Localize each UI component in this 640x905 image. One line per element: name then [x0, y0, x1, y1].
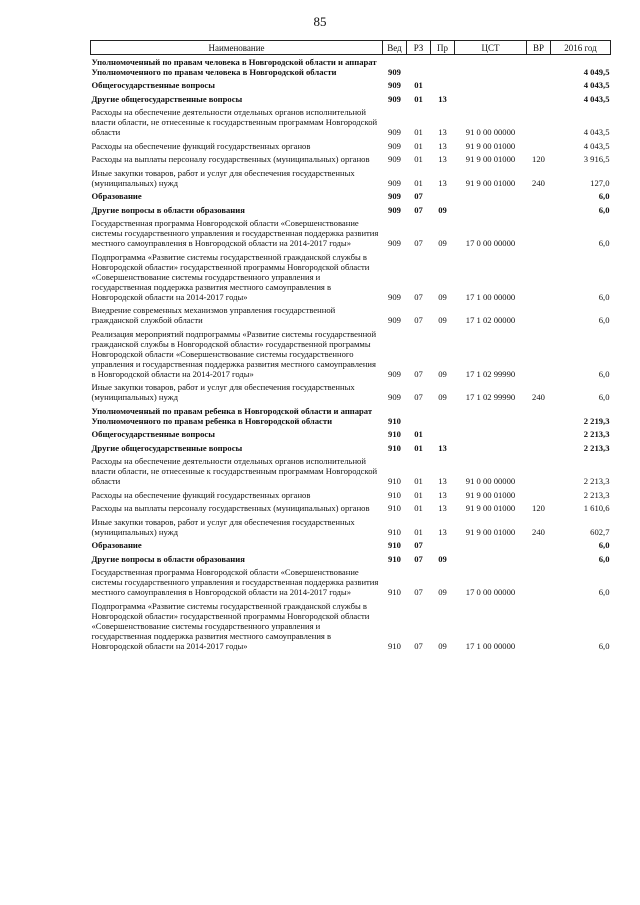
- cell-cst: [455, 428, 527, 442]
- cell-amount: 2 213,3: [583, 442, 610, 453]
- cell-name: Общегосударственные вопросы: [91, 80, 215, 90]
- cell-cst: 91 9 00 01000: [465, 177, 516, 188]
- cell-rz: 01: [414, 140, 423, 151]
- table-row: [91, 428, 611, 442]
- cell-ved: 909: [388, 315, 401, 325]
- cell-cst: 91 9 00 01000: [465, 526, 516, 537]
- table-row: [91, 515, 611, 539]
- cell-name: Государственная программа Новгородской области «Совершенствование системы государственного управления и государственная поддержка развития местного самоуправления в Новгородской области на 2014-2017 годы»: [91, 567, 379, 597]
- cell-name: Уполномоченный по правам человека в Новгородской области и аппарат Уполномоченного по правам человека в Новгородской области: [91, 56, 377, 77]
- cell-rz: 01: [414, 127, 423, 137]
- cell-pr: 13: [438, 442, 447, 453]
- cell-ved: 910: [388, 415, 401, 426]
- cell-cst: [455, 539, 527, 553]
- cell-amount: 2 213,3: [583, 429, 610, 439]
- cell-name: Иные закупки товаров, работ и услуг для обеспечения государственных (муниципальных) нужд: [91, 382, 355, 402]
- table-row: [91, 153, 611, 167]
- cell-ved: 910: [388, 587, 401, 597]
- table-row: [91, 92, 611, 106]
- cell-cst: 17 1 00 00000: [465, 640, 516, 651]
- cell-name: Подпрограмма «Развитие системы государственной гражданской службы в Новгородской области» государственной программы Новгородской области «Совершенствование системы государственного управления и государственная поддержка развития местного самоуправления в Новгородской области на 2014-2017 годы»: [91, 251, 370, 302]
- cell-ved: 910: [388, 476, 401, 486]
- header-rz: РЗ: [407, 41, 431, 55]
- cell-name: Другие общегосударственные вопросы: [91, 442, 243, 453]
- cell-rz: 07: [414, 553, 423, 564]
- cell-amount: 4 043,5: [583, 93, 610, 104]
- cell-name: Внедрение современных механизмов управления государственной гражданской службой области: [91, 305, 336, 325]
- cell-rz: 01: [414, 80, 423, 90]
- cell-pr: 09: [438, 392, 447, 402]
- header-pr: Пр: [431, 41, 455, 55]
- cell-pr: [431, 55, 455, 79]
- cell-vr: [527, 250, 551, 304]
- cell-name: Общегосударственные вопросы: [91, 429, 215, 439]
- cell-pr: 13: [438, 154, 447, 164]
- cell-vr: 120: [532, 154, 545, 164]
- cell-cst: [455, 79, 527, 93]
- cell-vr: [527, 217, 551, 251]
- cell-vr: [527, 428, 551, 442]
- cell-amount: 4 043,5: [583, 140, 610, 151]
- table-row: [91, 381, 611, 405]
- cell-rz: 07: [414, 238, 423, 248]
- cell-cst: 17 0 00 00000: [465, 587, 516, 597]
- cell-amount: 6,0: [598, 368, 610, 379]
- cell-pr: 09: [438, 553, 447, 564]
- cell-ved: 909: [388, 191, 401, 201]
- cell-pr: 13: [438, 526, 447, 537]
- cell-cst: 91 9 00 01000: [465, 489, 516, 500]
- cell-name: Уполномоченный по правам ребенка в Новгородской области и аппарат Уполномоченного по правам ребенка в Новгородской области: [91, 405, 373, 426]
- cell-vr: [527, 79, 551, 93]
- cell-ved: 910: [388, 429, 401, 439]
- cell-vr: [527, 203, 551, 217]
- cell-amount: 4 049,5: [583, 66, 610, 77]
- cell-cst: 17 0 00 00000: [465, 238, 516, 248]
- header-ved: Вед: [383, 41, 407, 55]
- cell-pr: 13: [438, 489, 447, 500]
- cell-rz: 01: [414, 154, 423, 164]
- cell-amount: 6,0: [598, 392, 610, 402]
- table-row: [91, 166, 611, 190]
- cell-pr: 13: [438, 503, 447, 513]
- table-row: [91, 404, 611, 428]
- table-row: [91, 552, 611, 566]
- table-row: [91, 203, 611, 217]
- table-row: [91, 566, 611, 600]
- cell-pr: 09: [438, 368, 447, 379]
- cell-cst: [455, 552, 527, 566]
- cell-name: Расходы на обеспечение функций государственных органов: [91, 140, 311, 151]
- cell-vr: [527, 106, 551, 140]
- cell-name: Образование: [91, 540, 142, 550]
- cell-name: Государственная программа Новгородской области «Совершенствование системы государственного управления и государственная поддержка развития местного самоуправления в Новгородской области на 2014-2017 годы»: [91, 218, 379, 248]
- cell-vr: [527, 566, 551, 600]
- cell-cst: [455, 190, 527, 204]
- header-name: Наименование: [91, 41, 383, 55]
- cell-cst: 17 1 00 00000: [465, 291, 516, 302]
- cell-rz: 01: [414, 476, 423, 486]
- cell-rz: 07: [414, 291, 423, 302]
- cell-vr: 120: [532, 503, 545, 513]
- table-row: [91, 304, 611, 328]
- table-row: [91, 599, 611, 653]
- cell-cst: 91 0 00 00000: [465, 476, 516, 486]
- cell-vr: [527, 404, 551, 428]
- cell-pr: [431, 79, 455, 93]
- cell-rz: 01: [414, 429, 423, 439]
- cell-amount: 2 219,3: [583, 415, 610, 426]
- cell-rz: 07: [414, 191, 423, 201]
- cell-amount: 602,7: [590, 526, 610, 537]
- cell-pr: [431, 404, 455, 428]
- cell-vr: [527, 455, 551, 489]
- cell-amount: 2 213,3: [583, 476, 610, 486]
- cell-cst: 17 1 02 99990: [465, 368, 516, 379]
- cell-ved: 909: [388, 368, 401, 379]
- cell-vr: [527, 55, 551, 79]
- table-row: [91, 106, 611, 140]
- cell-amount: 1 610,6: [583, 503, 610, 513]
- cell-ved: 910: [388, 540, 401, 550]
- table-row: [91, 502, 611, 516]
- cell-ved: 909: [388, 127, 401, 137]
- cell-pr: 09: [438, 315, 447, 325]
- table-row: [91, 55, 611, 79]
- cell-rz: 07: [414, 392, 423, 402]
- cell-ved: 909: [388, 392, 401, 402]
- cell-name: Иные закупки товаров, работ и услуг для обеспечения государственных (муниципальных) нужд: [91, 167, 355, 188]
- table-row: [91, 455, 611, 489]
- cell-rz: 07: [414, 540, 423, 550]
- cell-cst: [455, 203, 527, 217]
- cell-name: Подпрограмма «Развитие системы государственной гражданской службы в Новгородской области» государственной программы Новгородской области «Совершенствование системы государственного управления и государственная поддержка развития местного самоуправления в Новгородской области на 2014-2017 годы»: [91, 600, 370, 651]
- cell-ved: 909: [388, 177, 401, 188]
- header-vr: ВР: [527, 41, 551, 55]
- cell-cst: 91 9 00 01000: [465, 140, 516, 151]
- cell-amount: 6,0: [598, 204, 610, 215]
- cell-ved: 910: [388, 640, 401, 651]
- cell-pr: [431, 539, 455, 553]
- cell-cst: [455, 441, 527, 455]
- cell-amount: 6,0: [598, 553, 610, 564]
- cell-rz: 01: [414, 442, 423, 453]
- cell-pr: 13: [438, 177, 447, 188]
- cell-ved: 909: [388, 80, 401, 90]
- cell-ved: 909: [388, 291, 401, 302]
- cell-pr: 09: [438, 204, 447, 215]
- cell-name: Расходы на обеспечение деятельности отдельных органов исполнительной власти области, не отнесенные к государственным программам Новгородской области: [91, 456, 378, 486]
- cell-ved: 909: [388, 204, 401, 215]
- cell-name: Образование: [91, 191, 142, 201]
- cell-pr: 13: [438, 93, 447, 104]
- cell-amount: 6,0: [598, 315, 610, 325]
- cell-ved: 909: [388, 93, 401, 104]
- cell-rz: 01: [414, 177, 423, 188]
- table-row: [91, 250, 611, 304]
- page-number: 85: [313, 14, 327, 29]
- cell-ved: 909: [388, 140, 401, 151]
- table-row: [91, 441, 611, 455]
- header-cst: ЦСТ: [455, 41, 527, 55]
- cell-vr: [527, 92, 551, 106]
- cell-vr: [527, 139, 551, 153]
- cell-name: Иные закупки товаров, работ и услуг для обеспечения государственных (муниципальных) нужд: [91, 516, 355, 537]
- cell-rz: 07: [414, 587, 423, 597]
- cell-pr: [431, 428, 455, 442]
- cell-name: Расходы на обеспечение функций государственных органов: [91, 489, 311, 500]
- cell-amount: 4 043,5: [583, 127, 610, 137]
- cell-cst: 17 1 02 99990: [465, 392, 516, 402]
- cell-pr: 09: [438, 587, 447, 597]
- cell-pr: 13: [438, 476, 447, 486]
- cell-name: Реализация мероприятий подпрограммы «Развитие системы государственной гражданской службы в Новгородской области» государственной программы Новгородской области «Совершенствование системы государственного управления и государственная поддержка развития местного самоуправления в Новгородской области на 2014-2017 годы»: [91, 328, 377, 379]
- cell-pr: 09: [438, 640, 447, 651]
- cell-pr: [431, 190, 455, 204]
- budget-body: [91, 55, 611, 653]
- cell-ved: 910: [388, 526, 401, 537]
- cell-vr: [527, 599, 551, 653]
- cell-rz: 07: [414, 315, 423, 325]
- cell-amount: 6,0: [598, 291, 610, 302]
- cell-amount: 6,0: [598, 238, 610, 248]
- cell-vr: 240: [532, 526, 545, 537]
- cell-pr: 09: [438, 238, 447, 248]
- cell-amount: 2 213,3: [583, 489, 610, 500]
- cell-amount: 6,0: [598, 540, 610, 550]
- cell-amount: 4 043,5: [583, 80, 610, 90]
- budget-table: [90, 40, 611, 653]
- cell-name: Расходы на выплаты персоналу государственных (муниципальных) органов: [91, 503, 370, 513]
- table-row: [91, 488, 611, 502]
- cell-ved: 910: [388, 442, 401, 453]
- cell-ved: 910: [388, 503, 401, 513]
- cell-cst: [455, 55, 527, 79]
- cell-ved: 910: [388, 489, 401, 500]
- cell-ved: 910: [388, 553, 401, 564]
- cell-amount: 6,0: [598, 640, 610, 651]
- table-row: [91, 539, 611, 553]
- cell-rz: 07: [414, 640, 423, 651]
- cell-vr: [527, 327, 551, 381]
- cell-name: Другие вопросы в области образования: [91, 553, 245, 564]
- cell-vr: 240: [532, 177, 545, 188]
- cell-vr: [527, 304, 551, 328]
- table-row: [91, 79, 611, 93]
- cell-rz: 01: [414, 93, 423, 104]
- header-year: 2016 год: [551, 41, 611, 55]
- cell-cst: [455, 404, 527, 428]
- table-row: [91, 327, 611, 381]
- cell-pr: 13: [438, 140, 447, 151]
- cell-vr: 240: [532, 392, 545, 402]
- cell-cst: 91 9 00 01000: [465, 503, 516, 513]
- cell-pr: 13: [438, 127, 447, 137]
- cell-name: Расходы на выплаты персоналу государственных (муниципальных) органов: [91, 154, 370, 164]
- cell-pr: 09: [438, 291, 447, 302]
- table-row: [91, 217, 611, 251]
- table-row: [91, 190, 611, 204]
- cell-amount: 6,0: [598, 191, 610, 201]
- cell-vr: [527, 552, 551, 566]
- cell-vr: [527, 488, 551, 502]
- cell-amount: 6,0: [598, 587, 610, 597]
- cell-name: Другие вопросы в области образования: [91, 204, 245, 215]
- cell-vr: [527, 539, 551, 553]
- cell-name: Другие общегосударственные вопросы: [91, 93, 243, 104]
- cell-rz: 07: [414, 368, 423, 379]
- cell-rz: 07: [414, 204, 423, 215]
- cell-name: Расходы на обеспечение деятельности отдельных органов исполнительной власти области, не отнесенные к государственным программам Новгородской области: [91, 107, 378, 137]
- cell-ved: 909: [388, 66, 401, 77]
- cell-amount: 127,0: [590, 177, 610, 188]
- cell-cst: [455, 92, 527, 106]
- cell-vr: [527, 441, 551, 455]
- cell-vr: [527, 190, 551, 204]
- header-row: [91, 41, 611, 55]
- cell-rz: 01: [414, 503, 423, 513]
- cell-rz: 01: [414, 489, 423, 500]
- cell-cst: 91 0 00 00000: [465, 127, 516, 137]
- cell-cst: 91 9 00 01000: [465, 154, 516, 164]
- table-row: [91, 139, 611, 153]
- cell-rz: [407, 55, 431, 79]
- cell-amount: 3 916,5: [583, 154, 610, 164]
- cell-ved: 909: [388, 238, 401, 248]
- cell-ved: 909: [388, 154, 401, 164]
- cell-cst: 17 1 02 00000: [465, 315, 516, 325]
- cell-rz: [407, 404, 431, 428]
- cell-rz: 01: [414, 526, 423, 537]
